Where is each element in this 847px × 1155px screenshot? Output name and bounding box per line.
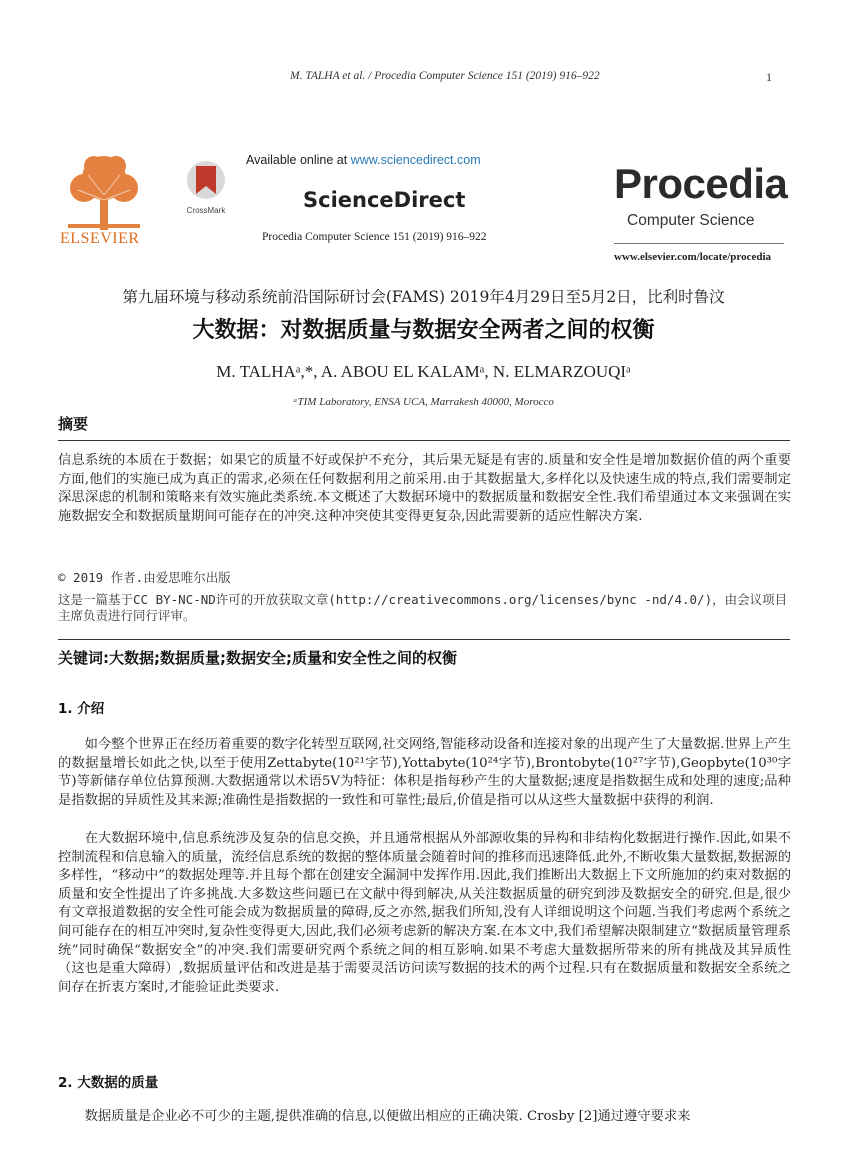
running-head: M. TALHA et al. / Procedia Computer Science 151 (2019) 916–922 [290,70,600,82]
author-list: M. TALHAᵃ,*, A. ABOU EL KALAMᵃ, N. ELMARZOUQIᵃ [216,362,631,381]
procedia-wordmark: Procedia [614,160,788,207]
procedia-subtitle: Computer Science [627,212,755,229]
section-2-heading: 2. 大数据的质量 [58,1075,159,1091]
available-online [246,153,481,167]
copyright-line: © 2019 作者.由爱思唯尔出版 [58,570,231,585]
abstract-top-rule [58,440,790,441]
procedia-url[interactable]: www.elsevier.com/locate/procedia [614,251,772,263]
section-2-paragraph-1: 数据质量是企业必不可少的主题,提供准确的信息,以便做出相应的正确决策. Crosby [2]通过遵守要求来 [84,1109,691,1124]
conference-line: 第九届环境与移动系统前沿国际研讨会(FAMS) 2019年4月29日至5月2日，比利时鲁汶 [122,288,725,306]
available-prefix: Available online at [246,153,351,167]
section-1-paragraph-2: 在大数据环境中,信息系统涉及复杂的信息交换，并且通常根据从外部源收集的异构和非结构化数据进行操作.因此,如果不控制流程和信息输入的质量，流经信息系统的数据的整体质量会随着时间的推移而迅速降低.此外,不断收集大量数据,数据源的多样性，“移动中”的数据处理等.并且每个都在创建安全漏洞中发挥作用.因此,我们推断出大数据上下文所施加的约束对数据的质量和安全性提出了许多挑战.大多数这些问题已在文献中得到解决,从关注数据质量的研究到涉及数据安全的研究.但是,很少有文章报道数据的安全性可能会成为数据质量的障碍,反之亦然,据我们所知,没有人详细说明这个问题.当我们考虑两个系统之间可能存在的相互冲突时,复杂性变得更大,因此,我们必须考虑新的解决方案.在本文中,我们希望解决限制建立“数据质量管理系统”同时确保“数据安全”的冲突.我们需要研究两个系统之间的相互影响.如果不考虑大量数据所带来的所有挑战及其异质性（这也是重大障碍）,数据质量评估和改进是基于需要灵活访问读写数据的技术的两个过程.只有在数据质量和数据安全系统之间存在折衷方案时,才能验证此类要求. [58,831,791,995]
section-1-heading: 1. 介绍 [58,701,105,717]
crossmark-icon[interactable] [183,158,229,218]
abstract-text: 信息系统的本质在于数据；如果它的质量不好或保护不充分，其后果无疑是有害的.质量和安全性是增加数据价值的两个重要方面,他们的实施已成为真正的需求,必须在任何数据利用之前采用.由于其数据量大,多样化以及快速生成的特点,我们需要制定深思深虑的机制和策略来有效实施此类系统.本文概述了大数据环境中的数据质量和数据安全性.我们希望通过本文来强调在实施数据安全和数据质量期间可能存在的冲突.这种冲突使其变得更复杂,因此需要新的适应性解决方案. [58,453,791,524]
keywords: 关键词:大数据;数据质量;数据安全;质量和安全性之间的权衡 [58,649,457,667]
keywords-rule [58,639,790,640]
license-text: 这是一篇基于CC BY-NC-ND许可的开放获取文章(http://creativecommons.org/licenses/bync -nd/4.0/)，由会议项目主席负责进行同行评审。 [58,592,788,623]
abstract-heading: 摘要 [58,415,89,433]
section-1-paragraph-1: 如今整个世界正在经历着重要的数字化转型互联网,社交网络,智能移动设备和连接对象的出现产生了大量数据.世界上产生的数据量增长如此之快,以至于使用Zettabyte(10²¹字节),Yottabyte(10²⁴字节),Brontobyte(10²⁷字节),Geopbyte(10³⁰字节)等新储存单位估算预测.大数据通常以术语5V为特征：体积是指每秒产生的大量数据;速度是指数据生成和处理的速度;品种是指数据的异质性及其来源;准确性是指数据的一致性和可靠性;最后,价值是指可以从这些大量数据中获得的利润. [58,737,791,808]
page-number: 1 [766,70,772,84]
elsevier-wordmark: ELSEVIER [60,230,140,247]
affiliation: ᵃTIM Laboratory, ENSA UCA, Marrakesh 40000, Morocco [293,396,554,408]
procedia-divider [614,243,784,244]
sciencedirect-link[interactable]: www.sciencedirect.com [350,153,481,167]
sciencedirect-wordmark: ScienceDirect [303,188,466,212]
journal-reference: Procedia Computer Science 151 (2019) 916–922 [262,231,487,243]
paper-title: 大数据：对数据质量与数据安全两者之间的权衡 [192,318,655,343]
crossmark-label: CrossMark [186,206,226,215]
